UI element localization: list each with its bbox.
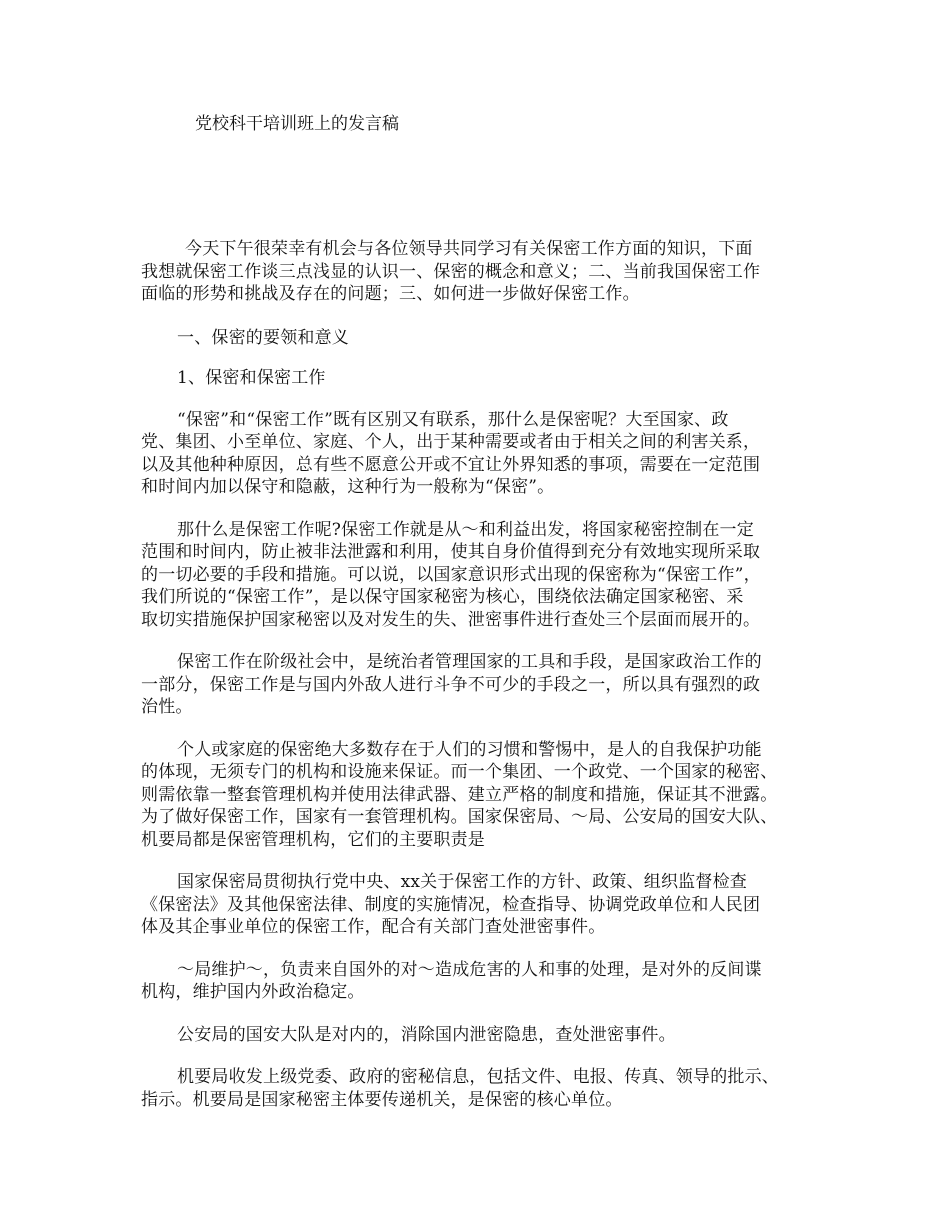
- text-line: 我们所说的“保密工作”，是以保守国家秘密为核心，围绕依法确定国家秘密、采: [141, 587, 744, 607]
- text-line: 为了做好保密工作，国家有一套管理机构。国家保密局、～局、公安局的国安大队、: [141, 807, 778, 827]
- text-line: 保密工作在阶级社会中，是统治者管理国家的工具和手段，是国家政治工作的: [177, 652, 762, 672]
- text-line: ～局维护～，负责来自国外的对～造成危害的人和事的处理，是对外的反间谍: [177, 959, 762, 980]
- text-line: 面临的形势和挑战及存在的问题；三、如何进一步做好保密工作。: [141, 284, 640, 304]
- text-line: 个人或家庭的保密绝大多数存在于人们的习惯和警惕中，是人的自我保护功能: [177, 739, 762, 760]
- personal-secrecy-paragraph: [141, 739, 813, 852]
- section-heading: [141, 327, 813, 350]
- subsection-heading: [141, 367, 813, 390]
- text-line: 一部分，保密工作是与国内外敌人进行斗争不可少的手段之一，所以具有强烈的政: [141, 674, 761, 695]
- text-line: 的体现，无须专门的机构和设施来保证。而一个集团、一个政党、一个国家的秘密、: [141, 762, 778, 782]
- text-line: 今天下午很荣幸有机会与各位领导共同学习有关保密工作方面的知识，下面: [185, 239, 753, 259]
- text-line: 那什么是保密工作呢?保密工作就是从～和利益出发，将国家秘密控制在一定: [177, 519, 754, 540]
- work-paragraph: [141, 519, 813, 632]
- text-line: 指示。机要局是国家秘密主体要传递机关，是保密的核心单位。: [141, 1089, 623, 1110]
- text-line: 取切实措施保护国家秘密以及对发生的失、泄密事件进行查处三个层面而展开的。: [141, 609, 761, 630]
- text-line: 一、保密的要领和意义: [177, 327, 349, 348]
- confidential-bureau-paragraph: [141, 1066, 813, 1111]
- text-line: 《保密法》及其他保密法律、制度的实施情况，检查指导、协调党政单位和人民团: [141, 894, 761, 915]
- text-line: 机要局都是保密管理机构，它们的主要职责是: [141, 829, 485, 850]
- text-line: 国家保密局贯彻执行党中央、xx关于保密工作的方针、政策、组织监督检查: [177, 872, 747, 892]
- secrecy-bureau-paragraph: [141, 871, 813, 939]
- text-line: 我想就保密工作谈三点浅显的认识一、保密的概念和意义；二、当前我国保密工作: [141, 261, 761, 282]
- text-line: 机构，维护国内外政治稳定。: [141, 982, 365, 1002]
- text-line: 和时间内加以保守和隐蔽，这种行为一般称为“保密”。: [141, 477, 555, 497]
- police-brigade-paragraph: [141, 1024, 813, 1047]
- text-line: 治性。: [141, 697, 193, 717]
- text-line: “保密”和“保密工作”既有区别又有联系，那什么是保密呢？大至国家、政: [177, 409, 729, 430]
- counter-espionage-paragraph: [141, 959, 813, 1004]
- text-line: 公安局的国安大队是对内的，消除国内泄密隐患，查处泄密事件。: [177, 1024, 676, 1045]
- text-line: 机要局收发上级党委、政府的密秘信息，包括文件、电报、传真、领导的批示、: [177, 1067, 779, 1087]
- class-society-paragraph: [141, 651, 813, 719]
- text-line: 1、保密和保密工作: [177, 368, 326, 388]
- text-line: 的一切必要的手段和措施。可以说，以国家意识形式出现的保密称为“保密工作”，: [141, 564, 761, 585]
- text-line: 则需依靠一整套管理机构并使用法律武器、建立严格的制度和措施，保证其不泄露。: [141, 784, 778, 805]
- definition-paragraph: [141, 409, 813, 499]
- text-line: 范围和时间内，防止被非法泄露和利用，使其自身价值得到充分有效地实现所采取: [141, 542, 761, 562]
- text-line: 党、集团、小至单位、家庭、个人，出于某种需要或者由于相关之间的利害关系，: [141, 432, 761, 452]
- text-line: 体及其企事业单位的保密工作，配合有关部门查处泄密事件。: [141, 917, 606, 937]
- document-title: 党校科干培训班上的发言稿: [195, 114, 399, 134]
- text-line: 以及其他种种原因，总有些不愿意公开或不宜让外界知悉的事项，需要在一定范围: [141, 454, 761, 475]
- intro-paragraph: [141, 238, 813, 306]
- document-body: [141, 238, 813, 1131]
